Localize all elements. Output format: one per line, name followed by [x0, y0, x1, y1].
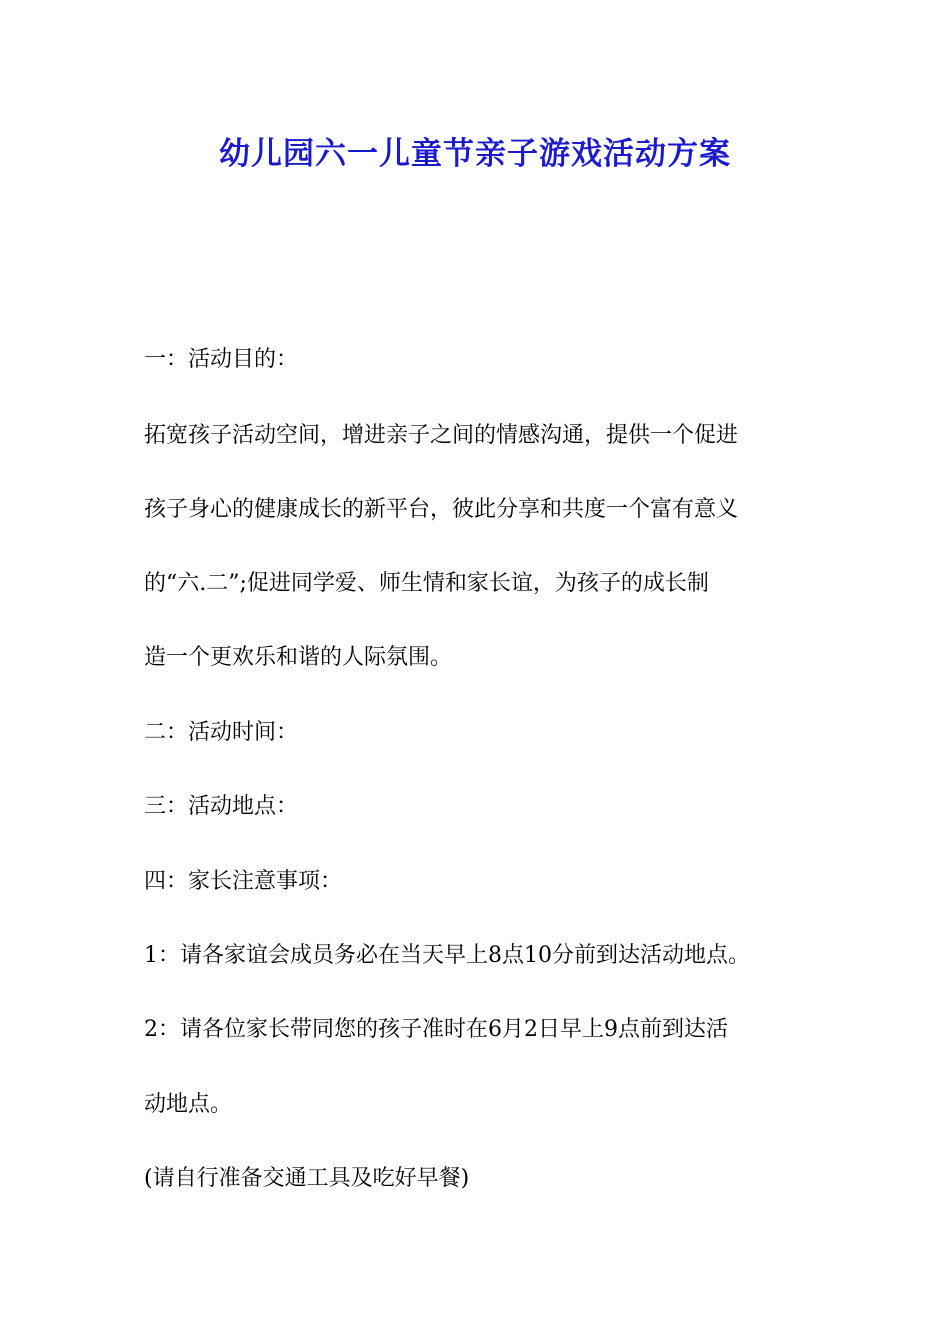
paragraph-line: 造一个更欢乐和谐的人际氛围。	[144, 645, 453, 670]
paragraph-line: 的“六.二”;促进同学爱、师生情和家长谊，为孩子的成长制	[144, 571, 709, 596]
note-item-1: 1：请各家谊会成员务必在当天早上8点10分前到达活动地点。	[144, 943, 750, 968]
section-heading-notes: 四：家长注意事项：	[144, 869, 343, 894]
note-item-2-continued: 动地点。	[144, 1092, 233, 1117]
paragraph-line: 拓宽孩子活动空间，增进亲子之间的情感沟通，提供一个促进	[144, 423, 739, 448]
paragraph-line: 孩子身心的健康成长的新平台，彼此分享和共度一个富有意义	[144, 497, 739, 522]
document-title: 幼儿园六一儿童节亲子游戏活动方案	[219, 136, 731, 172]
note-remark: (请自行准备交通工具及吃好早餐)	[144, 1166, 470, 1191]
section-heading-location: 三：活动地点：	[144, 794, 299, 819]
section-heading-purpose: 一：活动目的：	[144, 347, 299, 372]
section-heading-time: 二：活动时间：	[144, 720, 299, 745]
note-item-2: 2：请各位家长带同您的孩子准时在6月2日早上9点前到达活	[144, 1017, 728, 1042]
